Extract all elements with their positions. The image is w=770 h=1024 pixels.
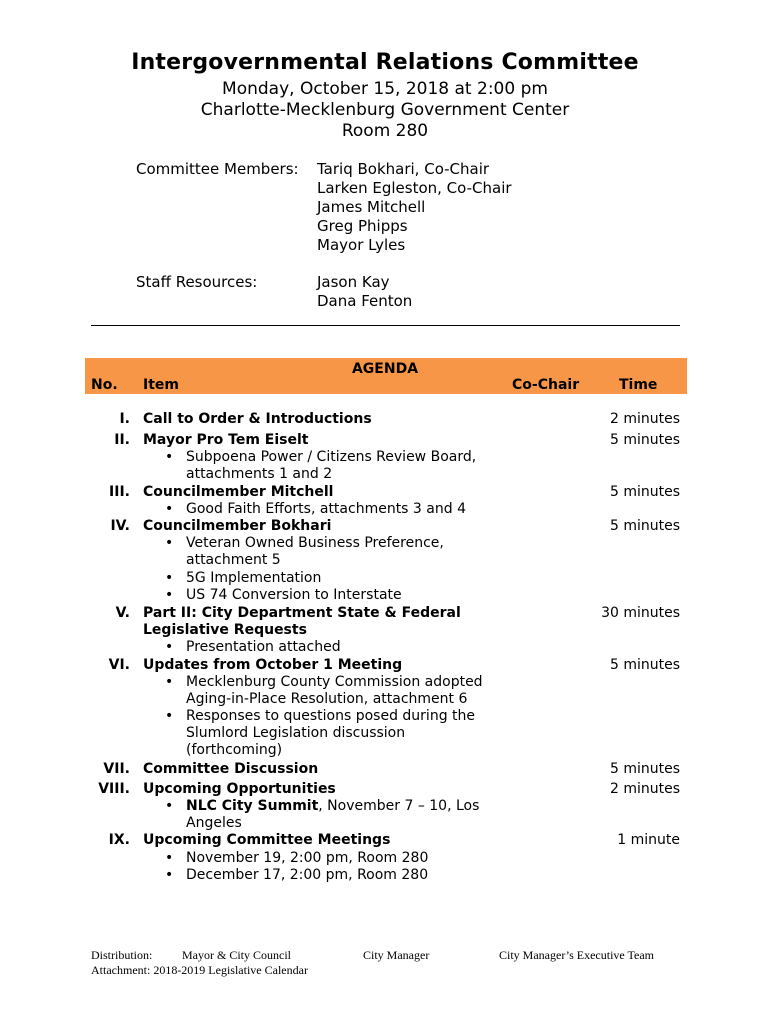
bullet-line: Mecklenburg County Commission adopted bbox=[186, 674, 483, 690]
agenda-item-time: 2 minutes bbox=[609, 411, 680, 427]
agenda-item-number: III. bbox=[109, 484, 130, 500]
col-time-header: Time bbox=[619, 377, 658, 393]
agenda-item-time: 5 minutes bbox=[609, 657, 680, 673]
title-line: Legislative Requests bbox=[143, 622, 307, 638]
agenda-item-number: II. bbox=[114, 432, 130, 448]
bullet-line: Presentation attached bbox=[186, 639, 341, 655]
agenda-item-title: Mayor Pro Tem Eiselt bbox=[143, 432, 309, 448]
footer-distribution-label: Distribution: bbox=[91, 948, 153, 962]
member: Larken Egleston, Co-Chair bbox=[317, 179, 512, 197]
agenda-item-time: 5 minutes bbox=[609, 518, 680, 534]
committee-members-list bbox=[317, 160, 512, 255]
staff-resources-list bbox=[317, 273, 412, 311]
agenda-item-number: VI. bbox=[108, 657, 130, 673]
bullet-line: Slumlord Legislation discussion bbox=[186, 725, 406, 741]
footer-attachment: Attachment: 2018-2019 Legislative Calendar bbox=[91, 963, 308, 977]
bullet-bold-text: NLC City Summit bbox=[186, 798, 319, 814]
agenda-item-title: Upcoming Committee Meetings bbox=[143, 832, 391, 848]
bullet-line: Good Faith Efforts, attachments 3 and 4 bbox=[186, 501, 466, 517]
member: Tariq Bokhari, Co-Chair bbox=[317, 160, 490, 178]
footer-distribution-2: City Manager bbox=[363, 948, 430, 962]
col-cochair-header: Co-Chair bbox=[512, 377, 580, 393]
bullet-text: , November 7 – 10, Los bbox=[318, 798, 480, 814]
agenda-item-time: 5 minutes bbox=[609, 484, 680, 500]
bullet-line: Veteran Owned Business Preference, bbox=[186, 535, 444, 551]
agenda-item-time: 2 minutes bbox=[609, 781, 680, 797]
agenda-item-title: Councilmember Bokhari bbox=[143, 518, 332, 534]
meeting-location: Charlotte-Mecklenburg Government Center bbox=[200, 100, 570, 120]
agenda-item-title: Committee Discussion bbox=[143, 761, 319, 777]
bullet-line: Aging-in-Place Resolution, attachment 6 bbox=[186, 691, 468, 707]
agenda-item-time: 5 minutes bbox=[609, 432, 680, 448]
bullet-line bbox=[186, 798, 479, 815]
member: James Mitchell bbox=[317, 198, 426, 216]
member: Greg Phipps bbox=[317, 217, 408, 235]
bullet-line: US 74 Conversion to Interstate bbox=[186, 587, 402, 603]
bullet-line: (forthcoming) bbox=[186, 742, 283, 758]
agenda-item-number: V. bbox=[115, 605, 130, 621]
agenda-item-title: Councilmember Mitchell bbox=[143, 484, 334, 500]
bullet-line: attachments 1 and 2 bbox=[186, 466, 333, 482]
agenda-item-number: VII. bbox=[103, 761, 130, 777]
bullet-line: December 17, 2:00 pm, Room 280 bbox=[186, 867, 429, 883]
col-no-header: No. bbox=[91, 377, 118, 393]
member: Mayor Lyles bbox=[317, 236, 406, 254]
agenda-item-time: 1 minute bbox=[617, 832, 680, 848]
title-line: Part II: City Department State & Federal bbox=[143, 605, 461, 621]
staff-resources-label: Staff Resources: bbox=[136, 273, 258, 291]
agenda-item-number: IX. bbox=[108, 832, 130, 848]
footer-distribution-1: Mayor & City Council bbox=[182, 948, 291, 962]
footer-distribution-3: City Manager’s Executive Team bbox=[499, 948, 655, 962]
agenda-heading: AGENDA bbox=[351, 361, 419, 377]
agenda-item-number: I. bbox=[119, 411, 130, 427]
staff-member: Dana Fenton bbox=[317, 292, 413, 310]
agenda-item-title bbox=[143, 605, 461, 639]
meeting-date: Monday, October 15, 2018 at 2:00 pm bbox=[222, 79, 548, 99]
agenda-item-time: 30 minutes bbox=[601, 605, 680, 621]
col-item-header: Item bbox=[143, 377, 179, 393]
committee-members-label: Committee Members: bbox=[136, 160, 299, 178]
agenda-item-number: IV. bbox=[110, 518, 130, 534]
agenda-item-time: 5 minutes bbox=[609, 761, 680, 777]
meeting-room: Room 280 bbox=[341, 121, 429, 141]
bullet-line: attachment 5 bbox=[186, 552, 281, 568]
divider bbox=[91, 325, 680, 326]
bullet-line: Subpoena Power / Citizens Review Board, bbox=[186, 449, 477, 465]
staff-member: Jason Kay bbox=[317, 273, 390, 291]
agenda-item-title: Call to Order & Introductions bbox=[143, 411, 372, 427]
bullet-line: Responses to questions posed during the bbox=[186, 708, 476, 724]
bullet-line: Angeles bbox=[186, 815, 242, 831]
page-title: Intergovernmental Relations Committee bbox=[131, 50, 639, 75]
bullet-line: November 19, 2:00 pm, Room 280 bbox=[186, 850, 429, 866]
agenda-item-title: Upcoming Opportunities bbox=[143, 781, 336, 797]
agenda-item-number: VIII. bbox=[98, 781, 130, 797]
agenda-item-title: Updates from October 1 Meeting bbox=[143, 657, 403, 673]
bullet-line: 5G Implementation bbox=[186, 570, 322, 586]
